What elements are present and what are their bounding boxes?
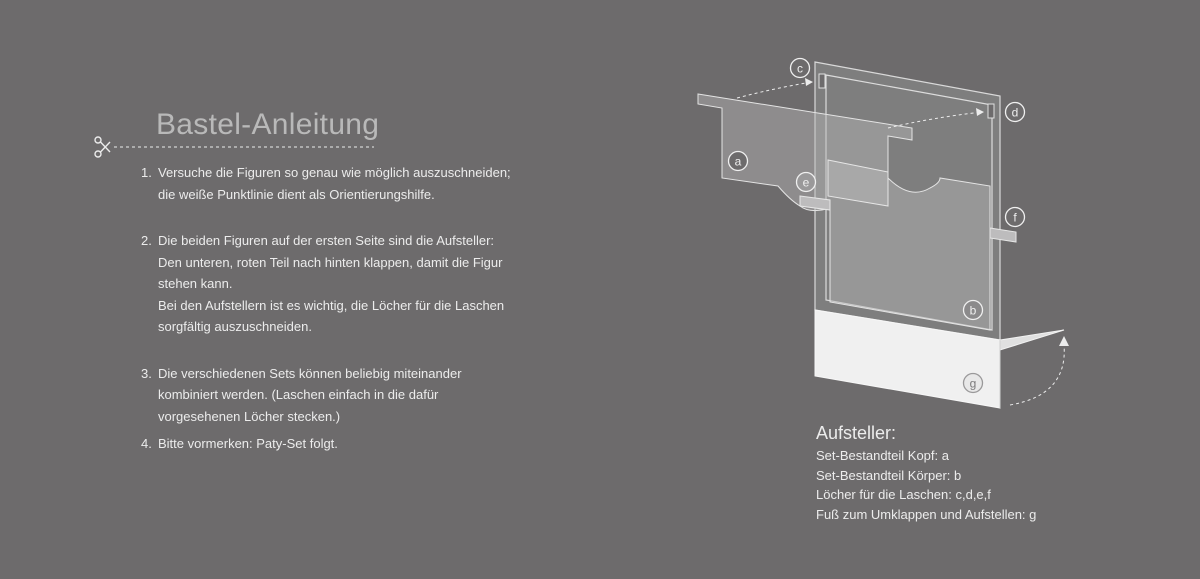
legend-item: Fuß zum Umklappen und Aufstellen: g (816, 506, 1037, 522)
step-text: die weiße Punktlinie dient als Orientierungshilfe. (158, 186, 435, 202)
instruction-list (141, 162, 541, 455)
step-text: Den unteren, roten Teil nach hinten klappen, damit die Figur (158, 254, 503, 270)
legend (816, 421, 1136, 524)
assembly-diagram (690, 50, 1090, 420)
instruction-step-3 (141, 363, 541, 428)
legend-title: Aufsteller: (816, 423, 897, 443)
arrow-fold-foot (1010, 345, 1064, 405)
arrow-to-slot-c (737, 82, 812, 98)
marker-label: g (969, 376, 977, 391)
marker-label: a (734, 154, 742, 169)
step-text: vorgesehenen Löcher stecken.) (158, 408, 341, 424)
step-text: Die beiden Figuren auf der ersten Seite sind die Aufsteller: (158, 233, 495, 248)
step-text: kombiniert werden. (Laschen einfach in die dafür (158, 387, 439, 402)
arrowhead-c (805, 78, 813, 86)
step-text: sorgfältig auszuschneiden. (158, 319, 312, 334)
marker-label: b (969, 303, 977, 318)
step-number: 4. (141, 436, 152, 451)
marker-c (791, 59, 810, 78)
arrowhead-fold (1059, 336, 1069, 346)
marker-a (729, 152, 748, 171)
step-number: 2. (141, 233, 152, 248)
step-text: Versuche die Figuren so genau wie möglich auszuschneiden; (158, 165, 511, 180)
step-text: Bitte vormerken: Paty-Set folgt. (158, 436, 338, 451)
marker-label: e (802, 175, 810, 190)
legend-item: Set-Bestandteil Körper: b (816, 467, 962, 483)
slot-d (988, 104, 994, 118)
step-text: Die verschiedenen Sets können beliebig miteinander (158, 365, 462, 381)
step-text: Bei den Aufstellern ist es wichtig, die Löcher für die Laschen (158, 297, 505, 313)
legend-item: Löcher für die Laschen: c,d,e,f (816, 487, 991, 502)
instruction-step-2 (141, 230, 541, 338)
marker-e (797, 173, 816, 192)
legend-item: Set-Bestandteil Kopf: a (816, 448, 949, 463)
marker-d (1006, 103, 1025, 122)
step-text: stehen kann. (158, 276, 233, 291)
instruction-step-1 (141, 162, 541, 205)
scissors-icon (95, 137, 110, 157)
marker-f (1006, 208, 1025, 227)
page-title: Bastel-Anleitung (156, 108, 380, 141)
instruction-step-4 (141, 433, 541, 455)
marker-label: c (797, 61, 803, 76)
foot-fold-flap (1000, 330, 1064, 350)
step-number: 1. (141, 165, 152, 180)
marker-label: f (1013, 210, 1017, 225)
marker-b (964, 301, 983, 320)
marker-label: d (1011, 105, 1019, 120)
slot-c (819, 74, 825, 88)
step-number: 3. (141, 365, 152, 381)
marker-g (964, 374, 983, 393)
cut-line (92, 134, 392, 160)
